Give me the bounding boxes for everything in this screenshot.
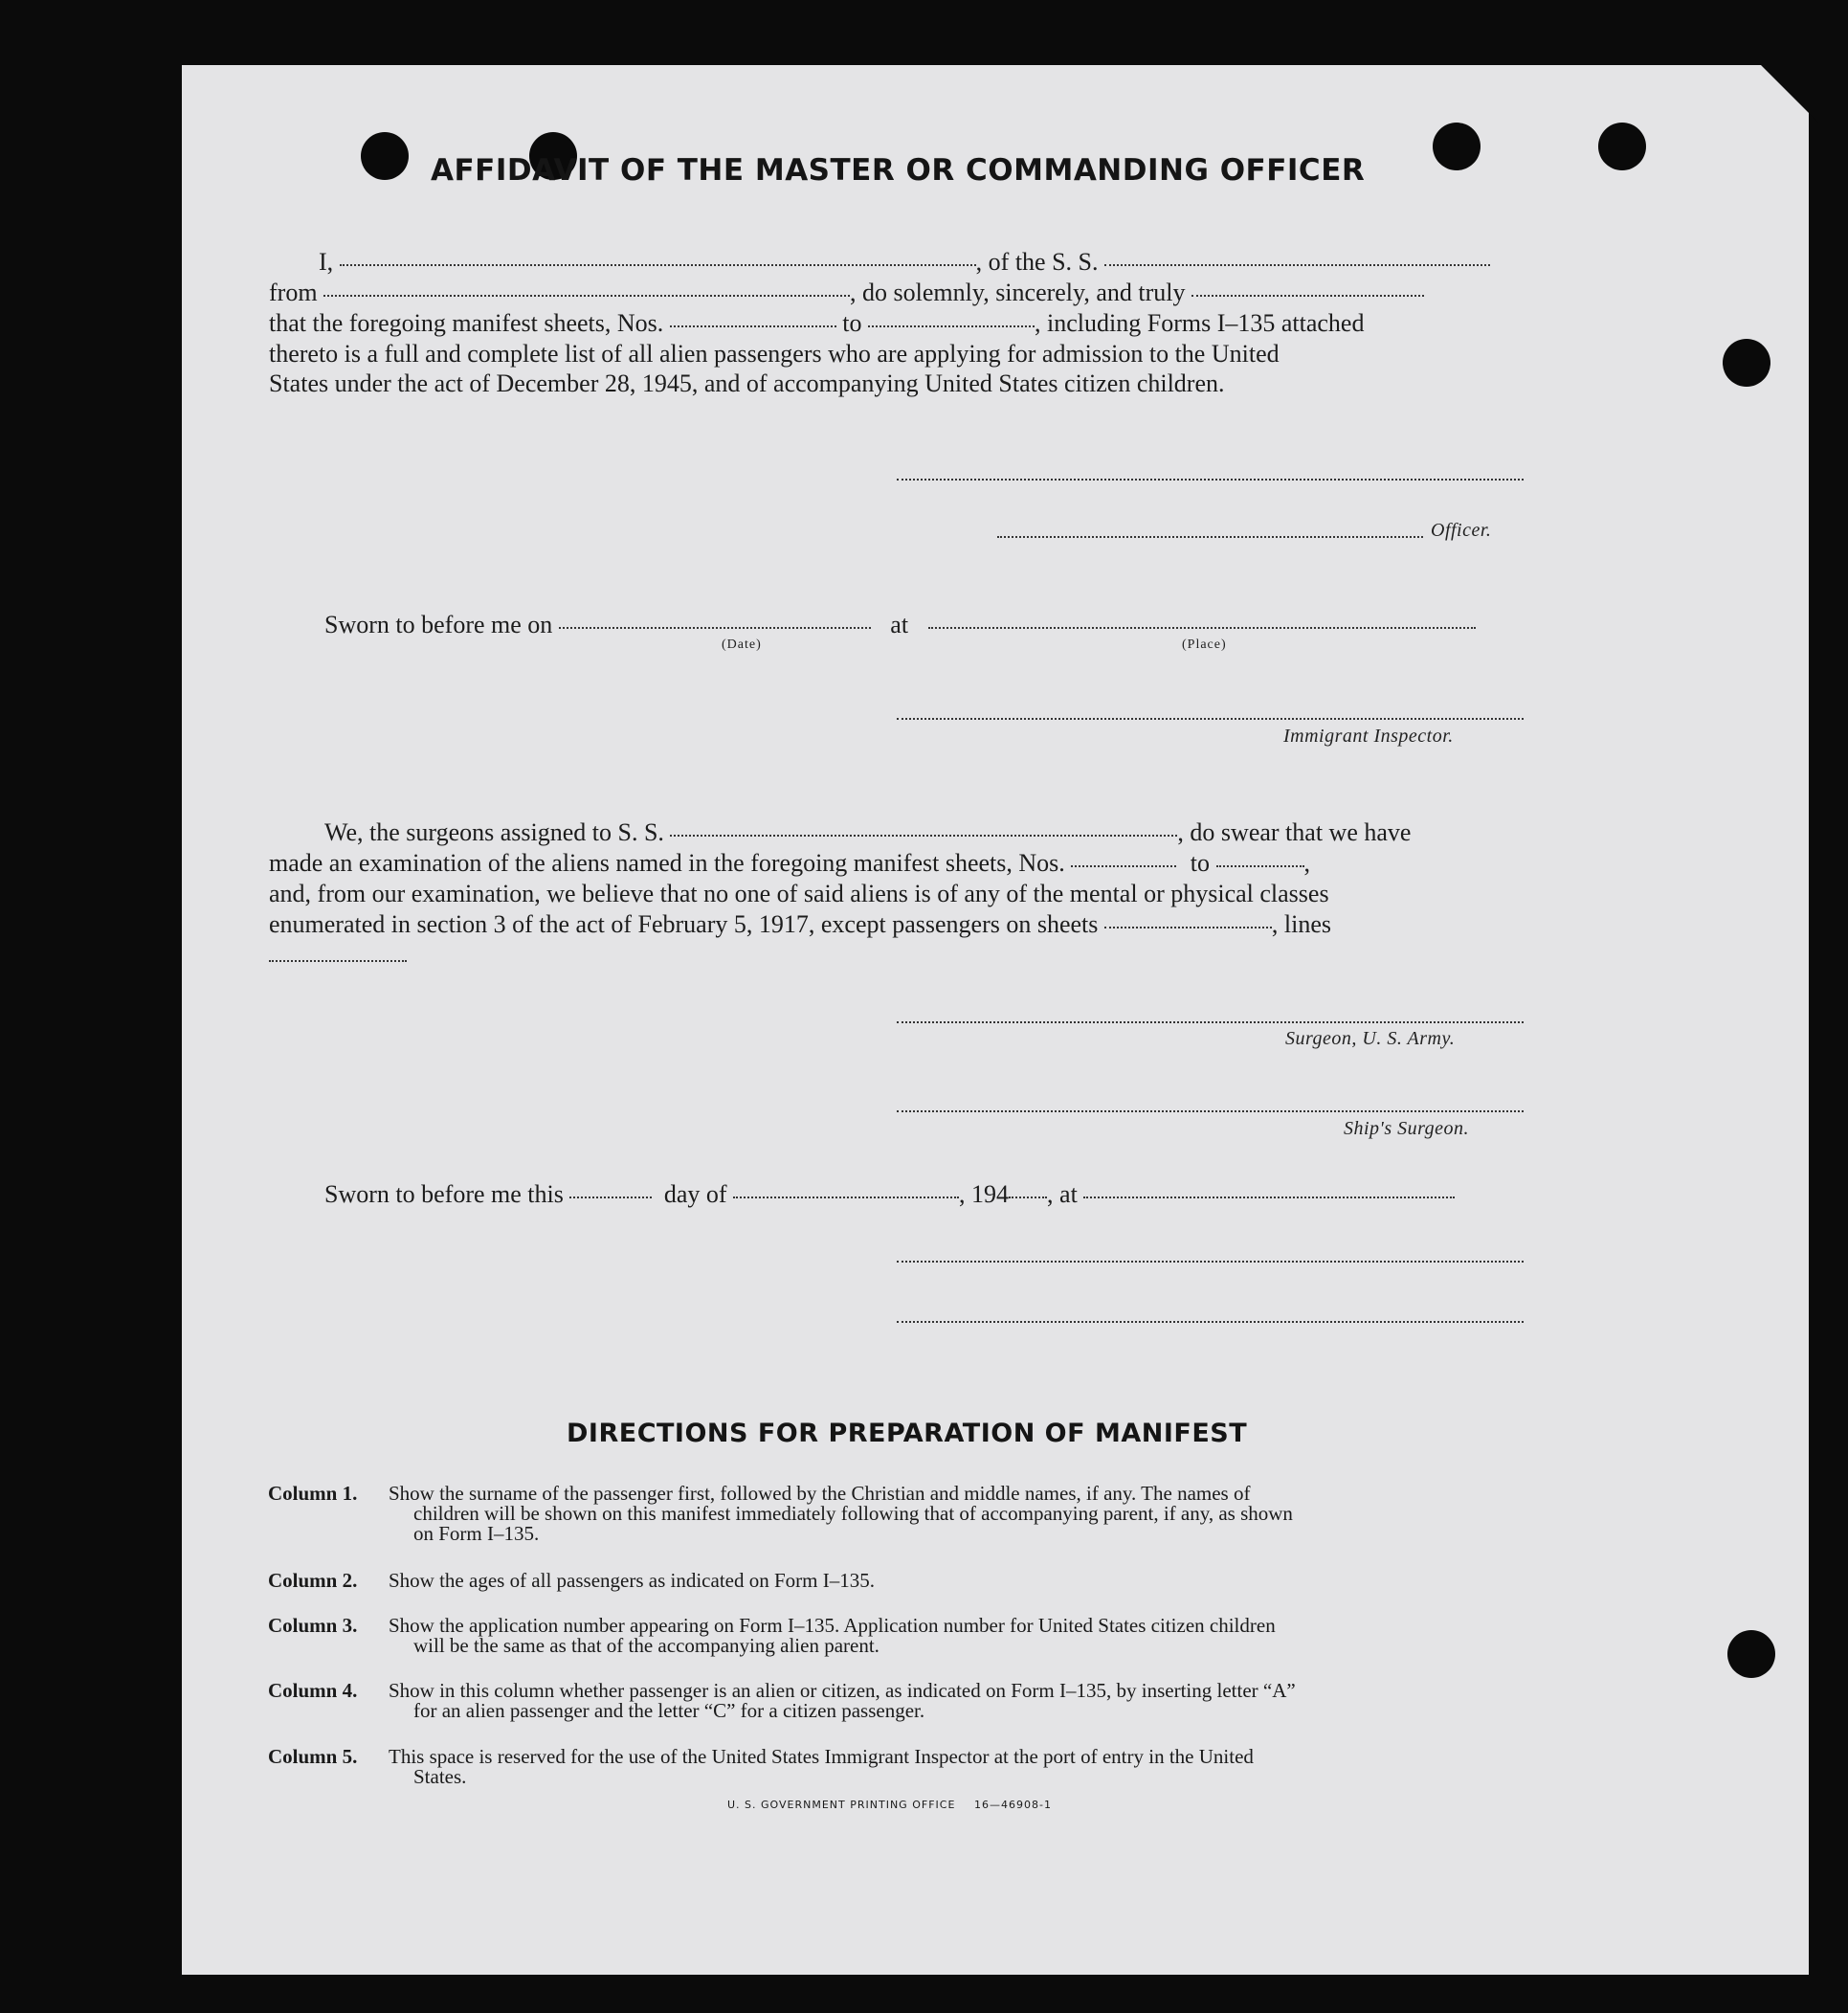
direction-column-4 xyxy=(268,1681,1531,1723)
affidavit-line-4: thereto is a full and complete list of all alien passengers who are applying for admission to the United xyxy=(269,340,1280,368)
text: , including Forms I–135 attached xyxy=(1035,309,1365,337)
text: , xyxy=(1303,849,1310,877)
army-surgeon-signature-line[interactable] xyxy=(897,1021,1524,1023)
from-field[interactable] xyxy=(323,295,850,297)
sheet-from-field[interactable] xyxy=(670,325,836,327)
punch-hole xyxy=(1723,339,1770,387)
sworn-on-line xyxy=(324,611,1476,639)
text: to xyxy=(1190,849,1210,877)
text: made an examination of the aliens named in the foregoing manifest sheets, Nos. xyxy=(269,849,1065,877)
date-caption: (Date) xyxy=(722,637,762,652)
text: from xyxy=(269,279,318,306)
surgeon-sheet-from-field[interactable] xyxy=(1071,865,1176,867)
affidavit-title: AFFIDAVIT OF THE MASTER OR COMMANDING OFFICER xyxy=(431,153,1366,188)
officer-label: Officer. xyxy=(1431,520,1492,541)
sworn-year-field[interactable] xyxy=(1009,1197,1047,1198)
text: on Form I–135. xyxy=(413,1522,540,1545)
text: Show the ages of all passengers as indicated on Form I–135. xyxy=(389,1569,875,1592)
sworn-this-line xyxy=(324,1180,1455,1209)
surgeons-line-1 xyxy=(324,818,1411,847)
name-field[interactable] xyxy=(340,264,976,266)
direction-text xyxy=(389,1484,1531,1544)
directions-title: DIRECTIONS FOR PREPARATION OF MANIFEST xyxy=(567,1419,1248,1448)
text: , do solemnly, sincerely, and truly xyxy=(850,279,1186,306)
printer-imprint: U. S. GOVERNMENT PRINTING OFFICE xyxy=(727,1799,956,1811)
surgeon-ship-field[interactable] xyxy=(670,835,1177,837)
column-label: Column 3. xyxy=(268,1614,358,1637)
column-label: Column 2. xyxy=(268,1569,358,1592)
sworn-place-field-2[interactable] xyxy=(1083,1197,1455,1198)
army-surgeon-label: Surgeon, U. S. Army. xyxy=(1285,1028,1456,1049)
inspector-signature-line[interactable] xyxy=(897,718,1524,720)
column-label: Column 5. xyxy=(268,1745,358,1768)
text: , of the S. S. xyxy=(975,248,1099,276)
lines-field[interactable] xyxy=(269,960,407,962)
punch-hole xyxy=(1598,123,1646,170)
direction-column-5 xyxy=(268,1747,1531,1789)
sheet-to-field[interactable] xyxy=(868,325,1035,327)
surgeons-line-4 xyxy=(269,910,1331,939)
truly-field[interactable] xyxy=(1191,295,1424,297)
text: Sworn to before me this xyxy=(324,1180,564,1208)
punch-hole xyxy=(1727,1630,1775,1678)
text: Show the surname of the passenger first, followed by the Christian and middle names, if any. The names of xyxy=(389,1482,1251,1505)
official-title-line[interactable] xyxy=(897,1321,1524,1323)
direction-column-1 xyxy=(268,1484,1531,1547)
direction-text xyxy=(389,1681,1531,1721)
sworn-month-field[interactable] xyxy=(733,1197,959,1198)
affidavit-line-1 xyxy=(319,248,1490,277)
text: that the foregoing manifest sheets, Nos. xyxy=(269,309,664,337)
text: We, the surgeons assigned to S. S. xyxy=(324,818,664,846)
direction-column-3 xyxy=(268,1616,1531,1658)
direction-text xyxy=(389,1747,1531,1787)
text: , at xyxy=(1047,1180,1078,1208)
text: children will be shown on this manifest immediately following that of accompanying parent, if any, as shown xyxy=(413,1502,1293,1525)
direction-column-2 xyxy=(268,1571,1531,1594)
direction-text xyxy=(389,1571,1531,1591)
text: for an alien passenger and the letter “C” for a citizen passenger. xyxy=(413,1699,925,1722)
affidavit-line-2 xyxy=(269,279,1424,307)
officer-signature-line[interactable] xyxy=(997,536,1423,538)
text: Sworn to before me on xyxy=(324,611,553,638)
affidavit-line-5: States under the act of December 28, 1945, and of accompanying United States citizen children. xyxy=(269,369,1225,397)
surgeons-line-2 xyxy=(269,849,1310,878)
affidavit-line-3 xyxy=(269,309,1364,338)
official-signature-line[interactable] xyxy=(897,1261,1524,1263)
text: will be the same as that of the accompanying alien parent. xyxy=(413,1634,879,1657)
text: , 194 xyxy=(959,1180,1010,1208)
direction-text xyxy=(389,1616,1531,1656)
sworn-day-field[interactable] xyxy=(569,1197,652,1198)
column-label: Column 4. xyxy=(268,1679,358,1702)
sworn-date-field[interactable] xyxy=(559,627,871,629)
text: , lines xyxy=(1271,910,1332,938)
text: at xyxy=(890,611,909,638)
text: enumerated in section 3 of the act of February 5, 1917, except passengers on sheets xyxy=(269,910,1099,938)
except-sheets-field[interactable] xyxy=(1104,927,1272,928)
place-caption: (Place) xyxy=(1182,637,1227,652)
text: to xyxy=(842,309,862,337)
punch-hole xyxy=(1433,123,1481,170)
text: Show the application number appearing on Form I–135. Application number for United States citizen children xyxy=(389,1614,1276,1637)
surgeon-sheet-to-field[interactable] xyxy=(1216,865,1304,867)
master-signature-line[interactable] xyxy=(897,479,1524,481)
ship-surgeon-label: Ship's Surgeon. xyxy=(1344,1118,1470,1139)
inspector-label: Immigrant Inspector. xyxy=(1283,726,1454,747)
form-code: 16—46908-1 xyxy=(974,1799,1052,1811)
surgeons-line-3: and, from our examination, we believe that no one of said aliens is of any of the mental or physical classes xyxy=(269,880,1329,907)
ship-surgeon-signature-line[interactable] xyxy=(897,1110,1524,1112)
text: Show in this column whether passenger is an alien or citizen, as indicated on Form I–135, by inserting letter “A” xyxy=(389,1679,1296,1702)
punch-hole xyxy=(361,132,409,180)
text: This space is reserved for the use of the United States Immigrant Inspector at the port of entry in the United xyxy=(389,1745,1254,1768)
text: day of xyxy=(663,1180,727,1208)
text: States. xyxy=(413,1765,467,1788)
text: I, xyxy=(319,248,334,276)
sworn-place-field[interactable] xyxy=(928,627,1476,629)
column-label: Column 1. xyxy=(268,1482,358,1505)
ship-name-field[interactable] xyxy=(1104,264,1490,266)
text: , do swear that we have xyxy=(1177,818,1412,846)
